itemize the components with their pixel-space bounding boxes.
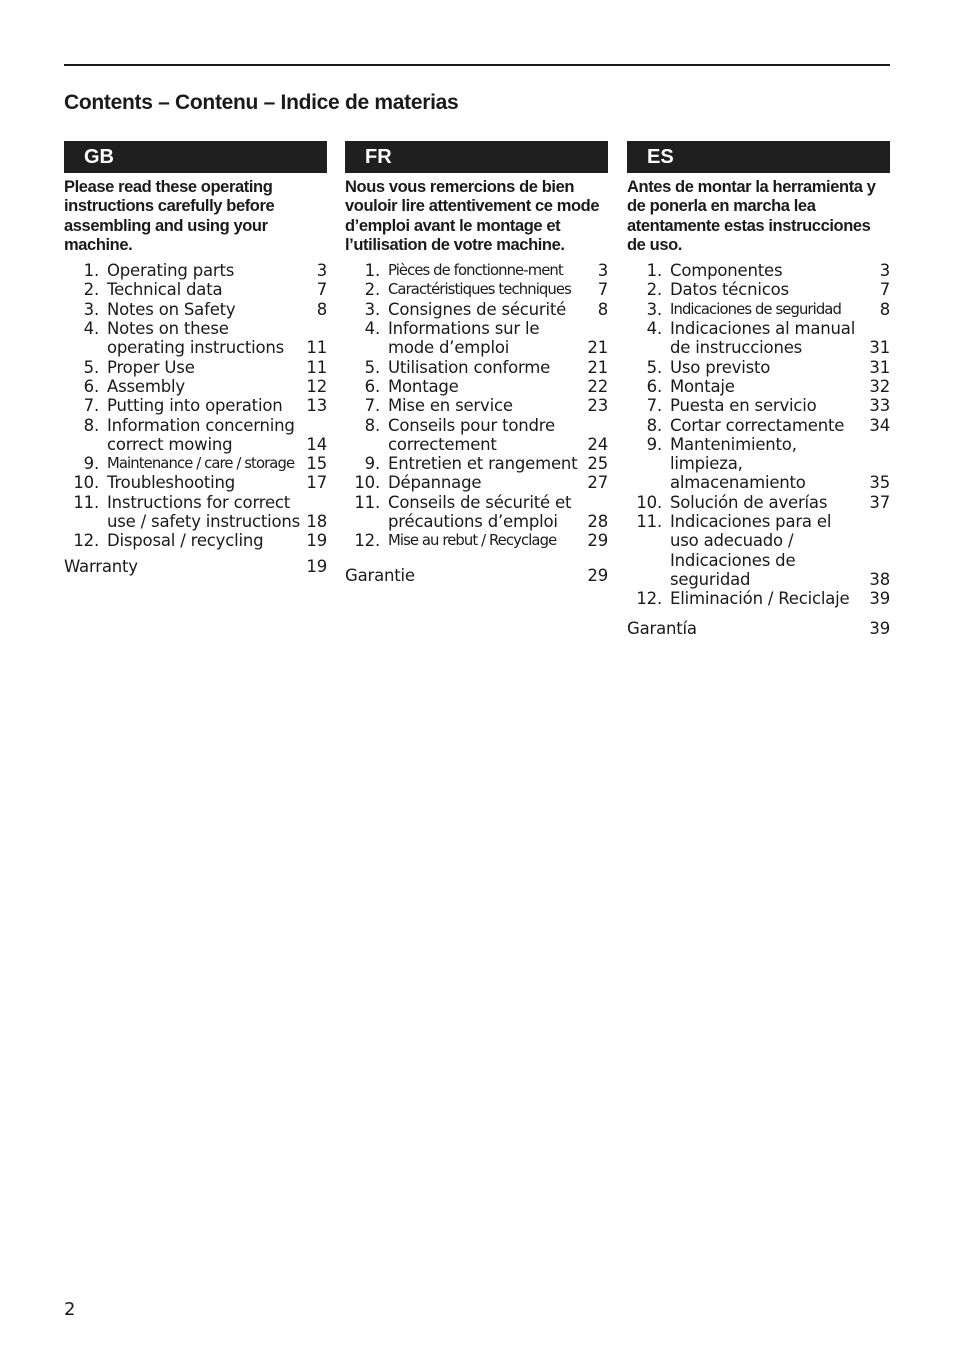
toc-item-page: 12 xyxy=(306,376,327,396)
toc-item-page: 22 xyxy=(587,376,608,396)
intro-text-fr: Nous vous remercions de bien vouloir lire attentivement ce mode d’emploi avant le montage et l’utilisation de votre machine. xyxy=(345,178,600,254)
toc-item-page: 8 xyxy=(597,299,608,319)
language-header-fr: FR xyxy=(345,141,608,173)
toc-item-page: 13 xyxy=(306,396,327,416)
toc-item-label: Notes on Safety xyxy=(107,299,236,319)
warranty-page: 19 xyxy=(306,556,327,576)
toc-item[interactable] xyxy=(64,377,327,396)
toc-item-label: Utilisation conforme xyxy=(388,357,551,377)
toc-item[interactable] xyxy=(345,377,608,396)
page-title: Contents – Contenu – Indice de materias xyxy=(64,91,459,114)
toc-item-label: Datos técnicos xyxy=(670,280,789,300)
toc-item-number: 12. xyxy=(354,531,380,551)
toc-item-page: 21 xyxy=(587,338,608,358)
toc-item[interactable] xyxy=(345,358,608,377)
column-gb xyxy=(64,141,327,576)
toc-item[interactable] xyxy=(64,531,327,550)
toc-item[interactable] xyxy=(64,261,327,280)
toc-item-number: 8. xyxy=(364,415,380,435)
toc-item-number: 7. xyxy=(364,396,380,416)
toc-item-label: Solución de averías xyxy=(670,492,828,512)
toc-item-label: Mise en service xyxy=(388,396,513,416)
toc-item[interactable] xyxy=(627,589,890,608)
toc-item-page: 11 xyxy=(306,357,327,377)
toc-item[interactable] xyxy=(627,300,890,319)
toc-item-page: 18 xyxy=(306,512,327,532)
language-header-es: ES xyxy=(627,141,890,173)
toc-item[interactable] xyxy=(345,396,608,415)
toc-item-number: 10. xyxy=(73,473,99,493)
toc-item[interactable] xyxy=(627,358,890,377)
toc-item-page: 7 xyxy=(879,280,890,300)
toc-item-label: Pièces de fonctionne-ment xyxy=(388,262,563,280)
toc-item-page: 7 xyxy=(597,280,608,300)
toc-item-label: Eliminación / Reciclaje xyxy=(670,589,850,609)
toc-item-label: Troubleshooting xyxy=(107,473,236,493)
toc-item[interactable] xyxy=(345,416,608,455)
toc-item-label: Putting into operation xyxy=(107,396,283,416)
toc-item-number: 4. xyxy=(83,319,99,339)
toc-item-number: 9. xyxy=(364,454,380,474)
warranty-label: Garantía xyxy=(627,618,697,638)
toc-item-label: Dépannage xyxy=(388,473,482,493)
toc-item-page: 7 xyxy=(316,280,327,300)
toc-item-label: Mise au rebut / Recyclage xyxy=(388,532,557,550)
toc-item-number: 7. xyxy=(83,396,99,416)
page-number: 2 xyxy=(64,1299,76,1320)
toc-item-page: 37 xyxy=(869,492,890,512)
toc-item-number: 8. xyxy=(83,415,99,435)
toc-item-label: Assembly xyxy=(107,376,185,396)
toc-item-page: 31 xyxy=(869,357,890,377)
toc-item-label: Conseils de sécurité et précautions d’emploi xyxy=(388,492,572,532)
toc-item-page: 23 xyxy=(587,396,608,416)
column-es xyxy=(627,141,890,638)
toc-item-label: Mantenimiento, limpieza, almacenamiento xyxy=(670,434,806,493)
toc-item-label: Disposal / recycling xyxy=(107,531,264,551)
toc-item-number: 10. xyxy=(636,492,662,512)
toc-item-number: 12. xyxy=(636,589,662,609)
toc-item-label: Notes on these operating instructions xyxy=(107,319,285,358)
toc-item-label: Indicaciones de seguridad xyxy=(670,300,841,318)
toc-item[interactable] xyxy=(627,377,890,396)
toc-item-page: 29 xyxy=(587,531,608,551)
toc-item-number: 6. xyxy=(83,376,99,396)
toc-item[interactable] xyxy=(64,319,327,358)
toc-item-page: 33 xyxy=(869,396,890,416)
toc-item-label: Instructions for correct use / safety instructions xyxy=(107,492,301,532)
toc-item-label: Informations sur le mode d’emploi xyxy=(388,319,540,358)
warranty-page: 29 xyxy=(587,565,608,585)
toc-item-label: Cortar correctamente xyxy=(670,415,845,435)
toc-item-label: Entretien et rangement xyxy=(388,454,578,474)
toc-item[interactable] xyxy=(64,358,327,377)
toc-item-number: 5. xyxy=(364,357,380,377)
toc-item[interactable] xyxy=(345,280,608,299)
toc-item-number: 4. xyxy=(646,319,662,339)
toc-item-page: 11 xyxy=(306,338,327,358)
toc-item-number: 4. xyxy=(364,319,380,339)
warranty-label: Warranty xyxy=(64,556,138,576)
toc-item-number: 1. xyxy=(83,261,99,281)
toc-item-label: Indicaciones al manual de instrucciones xyxy=(670,319,856,358)
toc-item-page: 38 xyxy=(869,569,890,589)
toc-item-number: 9. xyxy=(83,454,99,474)
toc-item[interactable] xyxy=(345,454,608,473)
toc-item[interactable] xyxy=(627,396,890,415)
toc-item[interactable] xyxy=(345,300,608,319)
toc-item-label: Operating parts xyxy=(107,261,235,281)
toc-item-label: Caractéristiques techniques xyxy=(388,281,571,299)
toc-item-number: 6. xyxy=(364,376,380,396)
toc-item-page: 14 xyxy=(306,434,327,454)
toc-item-label: Maintenance / care / storage xyxy=(107,455,295,473)
toc-item-label: Componentes xyxy=(670,261,783,281)
toc-item[interactable] xyxy=(627,319,890,358)
warranty-entry-fr[interactable] xyxy=(345,566,608,585)
toc-item[interactable] xyxy=(64,396,327,415)
toc-item-number: 7. xyxy=(646,396,662,416)
toc-item-number: 11. xyxy=(636,512,662,532)
toc-item-number: 3. xyxy=(364,299,380,319)
toc-item[interactable] xyxy=(345,493,608,532)
toc-item-label: Technical data xyxy=(107,280,223,300)
toc-item-page: 34 xyxy=(869,415,890,435)
toc-item-number: 6. xyxy=(646,376,662,396)
warranty-label: Garantie xyxy=(345,565,415,585)
toc-item[interactable] xyxy=(627,416,890,435)
toc-item-number: 3. xyxy=(646,299,662,319)
toc-item[interactable] xyxy=(627,493,890,512)
toc-item-page: 39 xyxy=(869,589,890,609)
intro-text-gb: Please read these operating instructions carefully before assembling and using your machine. xyxy=(64,178,275,254)
toc-item[interactable] xyxy=(64,454,327,473)
toc-item-page: 3 xyxy=(879,261,890,281)
toc-item-number: 1. xyxy=(646,261,662,281)
toc-item-number: 10. xyxy=(354,473,380,493)
toc-item-label: Information concerning correct mowing xyxy=(107,415,295,454)
toc-item[interactable] xyxy=(64,473,327,492)
toc-item[interactable] xyxy=(345,531,608,550)
toc-item-label: Puesta en servicio xyxy=(670,396,817,416)
toc-item[interactable] xyxy=(345,473,608,492)
toc-item-number: 12. xyxy=(73,531,99,551)
toc-item-number: 5. xyxy=(83,357,99,377)
toc-item-page: 19 xyxy=(306,531,327,551)
top-rule xyxy=(64,64,890,66)
toc-item[interactable] xyxy=(64,416,327,455)
toc-item-number: 1. xyxy=(364,261,380,281)
toc-item-page: 3 xyxy=(316,261,327,281)
warranty-entry-es[interactable] xyxy=(627,619,890,638)
toc-item-page: 3 xyxy=(597,261,608,281)
toc-item-label: Indicaciones para el uso adecuado / Indicaciones de seguridad xyxy=(670,512,832,589)
toc-list-gb xyxy=(64,261,327,550)
toc-item-number: 2. xyxy=(646,280,662,300)
toc-item-page: 15 xyxy=(306,454,327,474)
toc-item-number: 5. xyxy=(646,357,662,377)
toc-list-fr xyxy=(345,261,608,550)
column-fr xyxy=(345,141,608,585)
toc-item-page: 8 xyxy=(879,299,890,319)
toc-item-page: 8 xyxy=(316,299,327,319)
toc-item-number: 2. xyxy=(83,280,99,300)
toc-item-number: 3. xyxy=(83,299,99,319)
toc-item-number: 9. xyxy=(646,434,662,454)
toc-item[interactable] xyxy=(627,512,890,589)
toc-list-es xyxy=(627,261,890,608)
language-header-gb: GB xyxy=(64,141,327,173)
toc-item[interactable] xyxy=(627,435,890,493)
warranty-entry-gb[interactable] xyxy=(64,557,327,576)
toc-item-page: 31 xyxy=(869,338,890,358)
toc-item[interactable] xyxy=(64,300,327,319)
toc-item[interactable] xyxy=(345,261,608,280)
toc-item[interactable] xyxy=(627,280,890,299)
toc-item-page: 32 xyxy=(869,376,890,396)
toc-item-page: 28 xyxy=(587,512,608,532)
intro-text-es: Antes de montar la herramienta y de ponerla en marcha lea atentamente estas instrucciones de uso. xyxy=(627,178,876,254)
toc-item-label: Conseils pour tondre correctement xyxy=(388,415,555,454)
toc-item-label: Proper Use xyxy=(107,357,195,377)
toc-item-number: 11. xyxy=(354,492,380,512)
toc-item-page: 27 xyxy=(587,473,608,493)
toc-item-label: Consignes de sécurité xyxy=(388,299,567,319)
toc-item[interactable] xyxy=(64,280,327,299)
toc-item-page: 35 xyxy=(869,473,890,493)
toc-item[interactable] xyxy=(345,319,608,358)
toc-item-label: Montaje xyxy=(670,376,735,396)
toc-item[interactable] xyxy=(627,261,890,280)
toc-item-number: 2. xyxy=(364,280,380,300)
toc-item-number: 11. xyxy=(73,492,99,512)
toc-item-label: Montage xyxy=(388,376,459,396)
toc-item-number: 8. xyxy=(646,415,662,435)
toc-item-page: 24 xyxy=(587,434,608,454)
toc-item-page: 25 xyxy=(587,454,608,474)
toc-item-label: Uso previsto xyxy=(670,357,771,377)
toc-item-page: 21 xyxy=(587,357,608,377)
toc-item-page: 17 xyxy=(306,473,327,493)
toc-item[interactable] xyxy=(64,493,327,532)
warranty-page: 39 xyxy=(869,618,890,638)
